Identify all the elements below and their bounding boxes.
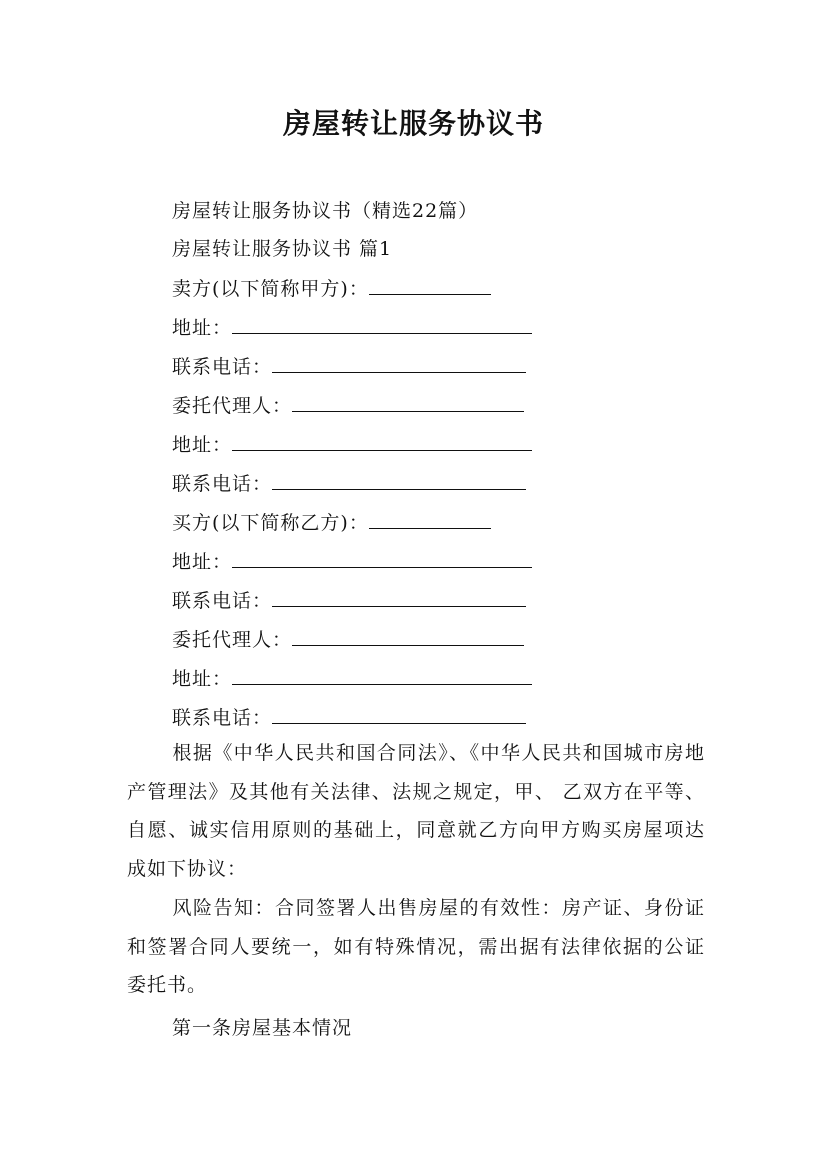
field-seller-phone xyxy=(172,354,526,379)
field-buyer-phone xyxy=(172,588,526,613)
field-label: 联系电话： xyxy=(172,590,273,612)
fill-in-blank xyxy=(272,705,526,724)
field-label: 买方(以下简称乙方)： xyxy=(172,512,369,534)
fill-in-blank xyxy=(272,588,526,607)
fill-in-blank xyxy=(272,471,526,490)
fill-in-blank xyxy=(292,393,524,412)
paragraph-risk-notice xyxy=(127,889,705,1005)
fill-in-blank xyxy=(272,354,526,373)
field-buyer-agent xyxy=(172,627,524,652)
field-buyer-agent-phone xyxy=(172,705,526,730)
field-label: 地址： xyxy=(172,317,233,339)
fill-in-blank xyxy=(232,666,532,685)
document-subtitle: 房屋转让服务协议书（精选22篇） xyxy=(172,200,479,222)
fill-in-blank xyxy=(369,276,491,295)
document-title: 房屋转让服务协议书 xyxy=(282,107,544,140)
field-seller xyxy=(172,276,491,301)
field-label: 地址： xyxy=(172,434,233,456)
field-label: 地址： xyxy=(172,668,233,690)
field-buyer-address xyxy=(172,549,532,574)
field-seller-agent xyxy=(172,393,524,418)
paragraph-text: 风险告知：合同签署人出售房屋的有效性：房产证、身份证和签署合同人要统一，如有特殊情况，需出据有法律依据的公证委托书。 xyxy=(127,897,705,996)
paragraph-legal-basis xyxy=(127,734,705,888)
field-label: 委托代理人： xyxy=(172,395,293,417)
field-label: 地址： xyxy=(172,551,233,573)
field-label: 联系电话： xyxy=(172,707,273,729)
fill-in-blank xyxy=(232,315,532,334)
fill-in-blank xyxy=(232,432,532,451)
field-label: 委托代理人： xyxy=(172,629,293,651)
fill-in-blank xyxy=(292,627,524,646)
field-seller-agent-address xyxy=(172,432,532,457)
fill-in-blank xyxy=(369,510,491,529)
field-buyer-agent-address xyxy=(172,666,532,691)
field-seller-agent-phone xyxy=(172,471,526,496)
field-seller-address xyxy=(172,315,532,340)
fill-in-blank xyxy=(232,549,532,568)
paragraph-text: 根据《中华人民共和国合同法》、《中华人民共和国城市房地产管理法》及其他有关法律、法规之规定，甲、 乙双方在平等、自愿、诚实信用原则的基础上，同意就乙方向甲方购买房屋项达成如下协议： xyxy=(127,742,705,880)
field-label: 联系电话： xyxy=(172,356,273,378)
field-buyer xyxy=(172,510,491,535)
chapter-heading: 房屋转让服务协议书 篇1 xyxy=(172,238,393,260)
field-label: 联系电话： xyxy=(172,473,273,495)
section-heading: 第一条房屋基本情况 xyxy=(172,1017,353,1039)
field-label: 卖方(以下简称甲方)： xyxy=(172,278,369,300)
